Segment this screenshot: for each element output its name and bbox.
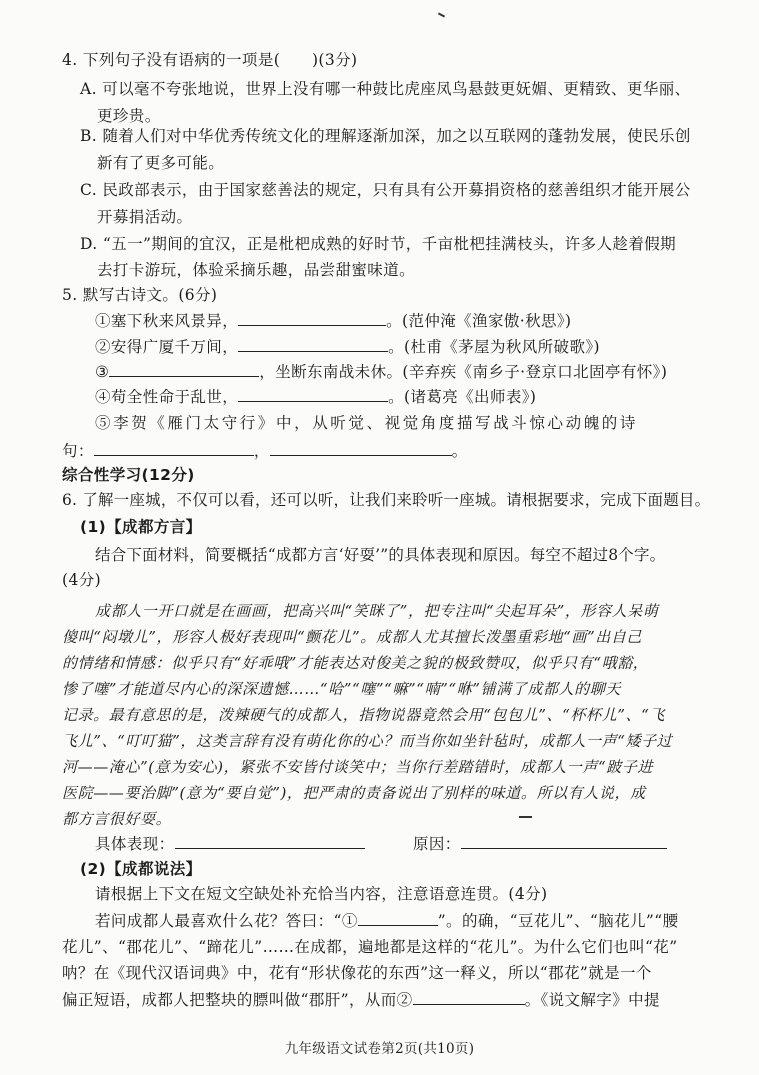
q6-part2-line4-b: 。《说文解字》中提 [524, 991, 660, 1009]
q6-part1-score: (4分) [62, 571, 102, 589]
answer-label-specific: 具体表现： [95, 835, 175, 853]
q5-item-3-post: ，坐断东南战未休。(辛弃疾《南乡子·登京口北固亭有怀》) [259, 363, 668, 381]
q4-stem: 4. 下列句子没有语病的一项是( )(3分) [62, 51, 358, 69]
q6-part2-requirement: 请根据上下文在短文空缺处补充恰当内容，注意语意连贯。(4分) [95, 885, 548, 903]
answer-line-reason [413, 833, 667, 854]
stray-mark [519, 816, 532, 818]
q5-item-2-pre: ②安得广厦千万间， [95, 338, 239, 356]
q6-part1-requirement: 结合下面材料，简要概括“成都方言‘好耍’”的具体表现和原因。每空不超过8个字。 [95, 546, 666, 564]
answer-line-specific [95, 833, 365, 854]
answer-blank[interactable] [238, 336, 388, 352]
q5-item-5-answer-line [62, 440, 468, 461]
passage-line: 的情绪和情感：似乎只有“好乖哦”才能表达对俊美之貌的极致赞叹，似乎只有“哦豁， [62, 654, 649, 672]
q6-part2-line1-b: ”。的确，“豆花儿”、“脑花儿”“腰 [437, 912, 679, 930]
q5-stem: 5. 默写古诗文。(6分) [62, 286, 218, 304]
answer-blank[interactable] [109, 361, 259, 377]
passage-line: 惨了噻”才能道尽内心的深深遗憾……“哈”“噻”“嘛”“喃”“咻”铺满了成都人的聊天 [62, 680, 621, 698]
q4-option-a-cont: 更珍贵。 [97, 107, 161, 125]
q4-option-a: A. 可以毫不夸张地说，世界上没有哪一种鼓比虎座凤鸟悬鼓更妩媚、更精致、更华丽、 [80, 80, 691, 98]
q4-option-c: C. 民政部表示，由于国家慈善法的规定，只有具有公开募捐资格的慈善组织才能开展公 [80, 181, 691, 199]
answer-label-reason: 原因： [413, 835, 461, 853]
passage-line: 成都人一开口就是在画画，把高兴叫“笑眯了”，把专注叫“尖起耳朵”，形容人呆萌 [95, 602, 659, 620]
q5-item-3-pre: ③ [95, 363, 110, 381]
q5-item-2 [95, 336, 600, 357]
q6-part1-title: (1)【成都方言】 [80, 518, 202, 536]
passage-line: 河——淹心”(意为安心)，紧张不安皆付谈笑中；当你行差踏错时，成都人一声“跛子进 [62, 758, 654, 776]
passage-line: 飞儿”、“叮叮猫”，这类言辞有没有萌化你的心？而当你如坐针毡时，成都人一声“矮子过 [62, 732, 673, 750]
q4-option-b: B. 随着人们对中华优秀传统文化的理解逐渐加深，加之以互联网的蓬勃发展，使民乐创 [80, 127, 691, 145]
section-heading: 综合性学习(12分) [62, 466, 195, 484]
q5-item-5-post: 。 [451, 442, 468, 460]
q4-option-b-cont: 新有了更多可能。 [97, 154, 225, 172]
passage-line: 都方言很好耍。 [62, 810, 172, 828]
q5-item-5-mid: ， [253, 442, 270, 460]
q5-item-4-post: 。(诸葛亮《出师表》) [388, 388, 537, 406]
page-footer: 九年级语文试卷第2页(共10页) [284, 1041, 475, 1057]
answer-blank[interactable] [94, 440, 254, 456]
answer-blank[interactable] [461, 833, 667, 849]
answer-blank[interactable] [175, 833, 365, 849]
scan-mark [438, 12, 445, 17]
q6-part2-line [62, 989, 660, 1010]
answer-blank-2[interactable] [413, 989, 525, 1005]
q5-item-2-post: 。(杜甫《茅屋为秋风所破歌》) [388, 338, 600, 356]
q5-item-1-post: 。(范仲淹《渔家傲·秋思》) [386, 312, 572, 330]
q4-option-d-cont: 去打卡游玩，体验采摘乐趣，品尝甜蜜味道。 [97, 261, 416, 279]
answer-blank[interactable] [238, 386, 388, 402]
q6-part2-line4-a: 偏正短语，成都人把整块的膘叫做“郡肝”，从而② [62, 991, 413, 1009]
q5-item-4-pre: ④苟全性命于乱世， [95, 388, 239, 406]
q6-part2-line [95, 910, 678, 931]
q5-item-1-pre: ①塞下秋来风景异， [95, 312, 239, 330]
q5-item-3 [95, 361, 667, 382]
q6-stem: 6. 了解一座城，不仅可以看，还可以听，让我们来聆听一座城。请根据要求，完成下面题目。 [62, 491, 711, 509]
q5-item-1 [95, 310, 571, 331]
passage-line: 医院——要治脚”(意为“要自觉”)，把严肃的责备说出了别样的味道。所以有人说，成 [62, 784, 646, 802]
q6-part2-line: 呐？在《现代汉语词典》中，花有“形状像花的东西”这一释义，所以“郡花”就是一个 [62, 964, 652, 982]
q4-option-c-cont: 开募捐活动。 [97, 208, 193, 226]
answer-blank[interactable] [238, 310, 386, 326]
q4-option-d: D. “五一”期间的宜汉，正是枇杷成熟的好时节，千亩枇杷挂满枝头，许多人趁着假期 [80, 235, 677, 253]
answer-blank[interactable] [270, 440, 452, 456]
passage-line: 记录。最有意思的是，泼辣硬气的成都人，指物说器竟然会用“包包儿”、“杯杯儿”、“飞 [62, 706, 665, 724]
q5-item-5: ⑤李贺《雁门太守行》中，从听觉、视觉角度描写战斗惊心动魄的诗 [95, 414, 639, 432]
q6-part2-line: 花儿”、“郡花儿”、“蹄花儿”……在成都，遍地都是这样的“花儿”。为什么它们也叫“花” [62, 938, 678, 956]
passage-line: 傻叫“闷墩儿”，形容人极好表现叫“颤花儿”。成都人尤其擅长泼墨重彩地“画”出自己 [62, 628, 643, 646]
answer-blank-1[interactable] [358, 910, 438, 926]
q5-item-4 [95, 386, 536, 407]
q6-part2-line1-a: 若问成都人最喜欢什么花？答曰：“① [95, 912, 358, 930]
q6-part2-title: (2)【成都说法】 [80, 860, 202, 878]
q5-item-5-pre: 句： [62, 442, 94, 460]
